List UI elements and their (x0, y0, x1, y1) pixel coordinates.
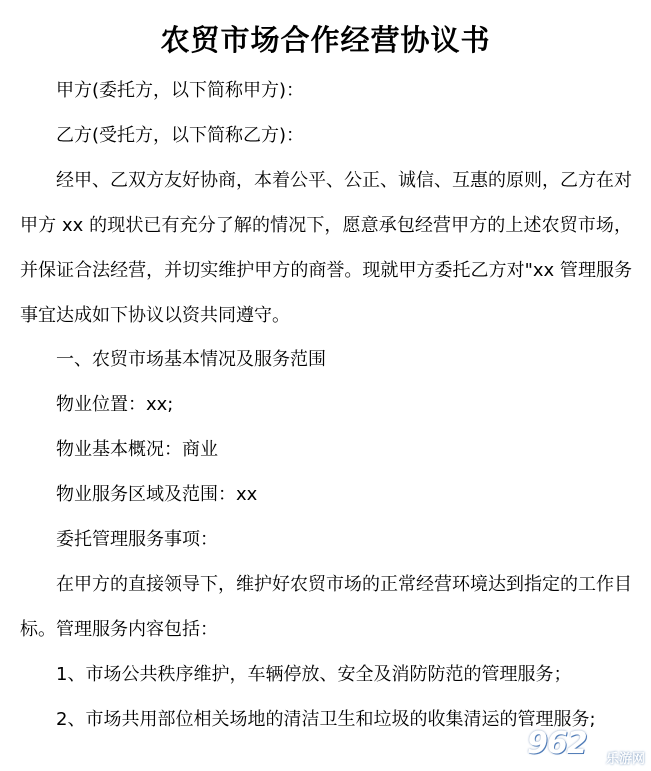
service-scope-paragraph: 在甲方的直接领导下，维护好农贸市场的正常经营环境达到指定的工作目标。管理服务内容包括： (20, 573, 632, 640)
service-item-2: 2、市场共用部位相关场地的清洁卫生和垃圾的收集清运的管理服务; (56, 708, 596, 730)
service-area: 物业服务区域及范围：xx (56, 484, 258, 506)
property-location: 物业位置：xx; (56, 394, 174, 416)
property-overview: 物业基本概况：商业 (56, 439, 218, 461)
party-a-line: 甲方(委托方，以下简称甲方)： (56, 80, 305, 101)
preamble-paragraph: 经甲、乙双方友好协商，本着公平、公正、诚信、互惠的原则，乙方在对甲方 xx 的现状已有充分了解的情况下，愿意承包经营甲方的上述农贸市场，并保证合法经营，并切实维护甲方的商誉。现就甲方委托乙方对"xx 管理服务事宜达成如下协议以资共同遵守。 (20, 169, 632, 326)
section-heading: 一、农贸市场基本情况及服务范围 (56, 349, 326, 371)
service-item-1: 1、市场公共秩序维护，车辆停放、安全及消防防范的管理服务； (56, 663, 572, 685)
watermark-site-name: 乐游网 (605, 752, 645, 767)
site-watermark-logo (527, 727, 645, 767)
party-b-line: 乙方(受托方，以下简称乙方)： (56, 124, 305, 146)
service-items-heading: 委托管理服务事项： (56, 529, 218, 551)
watermark-number: 962 (527, 726, 587, 761)
document-body (20, 69, 632, 743)
document-title: 农贸市场合作经营协议书 (160, 23, 491, 57)
